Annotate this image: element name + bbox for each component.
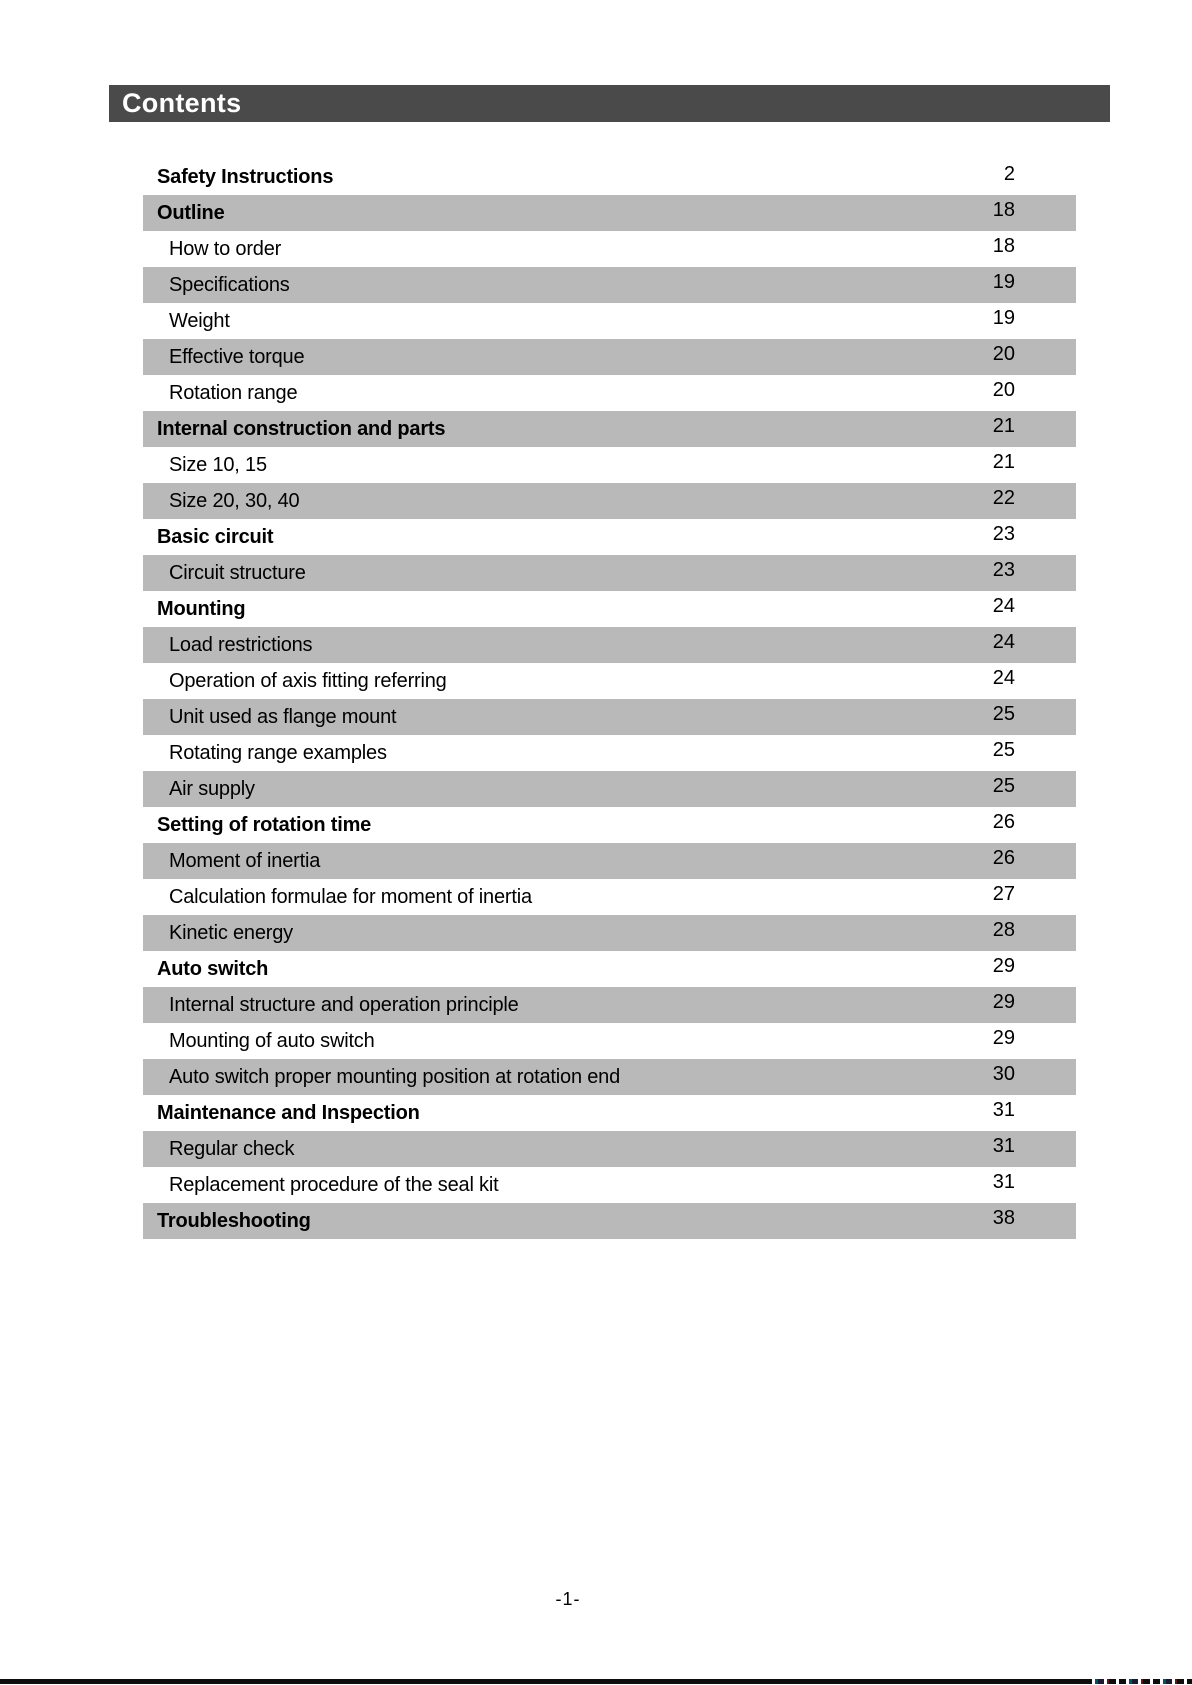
toc-list [143, 159, 1076, 1239]
toc-entry-page-number: 21 [992, 414, 1015, 437]
toc-entry-label: Effective torque [169, 345, 305, 368]
toc-sub-row [143, 447, 1076, 483]
toc-section-row [143, 1095, 1076, 1131]
toc-section-row [143, 807, 1076, 843]
toc-entry-page-number: 19 [992, 306, 1015, 329]
toc-entry-label: Size 10, 15 [169, 453, 267, 476]
contents-header-bar [109, 85, 1110, 122]
toc-sub-row [143, 1023, 1076, 1059]
toc-entry-label: Size 20, 30, 40 [169, 489, 300, 512]
toc-section-row [143, 1203, 1076, 1239]
toc-entry-label: Auto switch proper mounting position at rotation end [169, 1065, 620, 1088]
toc-entry-page-number: 24 [992, 666, 1015, 689]
toc-entry-label: Air supply [169, 777, 255, 800]
toc-entry-page-number: 19 [992, 270, 1015, 293]
toc-entry-page-number: 26 [992, 810, 1015, 833]
toc-entry-label: Internal structure and operation principle [169, 993, 519, 1016]
page-number-footer: -1- [555, 1589, 581, 1609]
toc-entry-label: Moment of inertia [169, 849, 321, 872]
toc-section-row [143, 519, 1076, 555]
toc-entry-page-number: 38 [992, 1206, 1015, 1229]
toc-entry-label: Internal construction and parts [157, 417, 446, 440]
toc-entry-label: Troubleshooting [157, 1209, 311, 1232]
toc-entry-page-number: 20 [992, 342, 1015, 365]
toc-entry-label: Replacement procedure of the seal kit [169, 1173, 499, 1196]
toc-entry-label: Basic circuit [157, 525, 274, 548]
toc-sub-row [143, 1059, 1076, 1095]
toc-entry-page-number: 24 [992, 630, 1015, 653]
toc-entry-page-number: 18 [992, 198, 1015, 221]
toc-entry-page-number: 24 [992, 594, 1015, 617]
toc-section-row [143, 195, 1076, 231]
toc-sub-row [143, 915, 1076, 951]
toc-entry-page-number: 25 [992, 774, 1015, 797]
toc-entry-page-number: 30 [992, 1062, 1015, 1085]
toc-sub-row [143, 1131, 1076, 1167]
toc-sub-row [143, 843, 1076, 879]
toc-sub-row [143, 375, 1076, 411]
toc-sub-row [143, 735, 1076, 771]
toc-entry-label: Load restrictions [169, 633, 313, 656]
toc-entry-label: Circuit structure [169, 561, 306, 584]
toc-entry-label: How to order [169, 237, 282, 260]
toc-entry-page-number: 20 [992, 378, 1015, 401]
toc-sub-row [143, 339, 1076, 375]
toc-entry-label: Operation of axis fitting referring [169, 669, 447, 692]
toc-entry-page-number: 2 [1003, 162, 1015, 185]
toc-entry-page-number: 28 [992, 918, 1015, 941]
toc-entry-label: Mounting [157, 597, 246, 620]
toc-entry-page-number: 23 [992, 558, 1015, 581]
toc-entry-page-number: 31 [992, 1098, 1015, 1121]
toc-entry-page-number: 21 [992, 450, 1015, 473]
toc-entry-page-number: 31 [992, 1170, 1015, 1193]
toc-entry-page-number: 31 [992, 1134, 1015, 1157]
toc-entry-label: Kinetic energy [169, 921, 293, 944]
toc-entry-label: Rotation range [169, 381, 298, 404]
toc-entry-page-number: 18 [992, 234, 1015, 257]
bottom-edge-scan-noise [1085, 1679, 1192, 1684]
toc-entry-label: Safety Instructions [157, 165, 334, 188]
toc-entry-label: Outline [157, 201, 225, 224]
toc-section-row [143, 411, 1076, 447]
toc-sub-row [143, 627, 1076, 663]
toc-entry-label: Mounting of auto switch [169, 1029, 375, 1052]
toc-entry-page-number: 22 [992, 486, 1015, 509]
toc-sub-row [143, 483, 1076, 519]
toc-entry-label: Setting of rotation time [157, 813, 372, 836]
bottom-edge-bar [0, 1679, 1085, 1684]
toc-sub-row [143, 303, 1076, 339]
toc-entry-label: Auto switch [157, 957, 269, 980]
toc-entry-label: Rotating range examples [169, 741, 387, 764]
toc-entry-page-number: 29 [992, 954, 1015, 977]
toc-sub-row [143, 879, 1076, 915]
toc-sub-row [143, 267, 1076, 303]
toc-entry-page-number: 29 [992, 990, 1015, 1013]
page-title: Contents [122, 88, 242, 118]
toc-entry-page-number: 25 [992, 702, 1015, 725]
toc-entry-page-number: 29 [992, 1026, 1015, 1049]
toc-sub-row [143, 771, 1076, 807]
toc-entry-page-number: 26 [992, 846, 1015, 869]
toc-sub-row [143, 555, 1076, 591]
toc-section-row [143, 159, 1076, 195]
toc-entry-page-number: 23 [992, 522, 1015, 545]
toc-entry-label: Specifications [169, 273, 290, 296]
toc-section-row [143, 951, 1076, 987]
toc-entry-label: Regular check [169, 1137, 295, 1160]
toc-sub-row [143, 1167, 1076, 1203]
toc-entry-label: Maintenance and Inspection [157, 1101, 420, 1124]
toc-entry-label: Calculation formulae for moment of inertia [169, 885, 532, 908]
toc-sub-row [143, 663, 1076, 699]
toc-entry-label: Weight [169, 309, 230, 332]
toc-section-row [143, 591, 1076, 627]
toc-entry-page-number: 25 [992, 738, 1015, 761]
toc-entry-page-number: 27 [992, 882, 1015, 905]
toc-sub-row [143, 987, 1076, 1023]
toc-entry-label: Unit used as flange mount [169, 705, 397, 728]
toc-sub-row [143, 699, 1076, 735]
toc-sub-row [143, 231, 1076, 267]
